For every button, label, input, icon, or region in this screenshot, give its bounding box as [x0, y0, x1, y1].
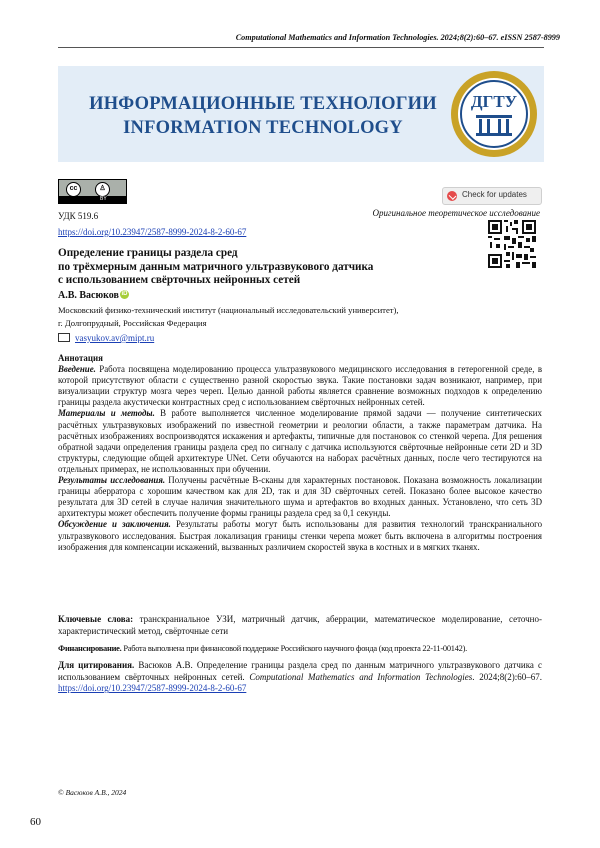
doi-link[interactable]: https://doi.org/10.23947/2587-8999-2024-8-2-60-67 [58, 227, 247, 237]
affiliation-line: г. Долгопрудный, Российская Федерация [58, 317, 207, 328]
funding-text: Работа выполнена при финансовой поддержке Российского научного фонда (код проекта 22-11-00142). [123, 644, 467, 653]
page-number: 60 [30, 816, 41, 828]
section-label: Обсуждение и заключения. [58, 519, 171, 530]
orcid-icon[interactable]: iD [121, 291, 128, 297]
citation [58, 660, 542, 695]
abstract-results [58, 475, 542, 519]
section-label: Материалы и методы. [58, 408, 155, 419]
section-text: Получены расчётные B-сканы для характерных постановок. Показана возможность локализации границы аберратора с хорошим качеством как для 2D, так и для 3D свёрточных сетей. Показано более высокое качество результата для 3D сетей в случае наличия значительного шума и артефактов во входных данных. Установлено, что сеть 3D архитектуры может обеспечить получение формы границы раздела сред за 0,1 секунды. [58, 475, 542, 519]
udk-code: УДК 519.6 [58, 211, 99, 221]
section-text: В работе выполняется численное моделирование прямой задачи — получение синтетических расчётных ультразвуковых изображений по известной геометрии и реологии области, а также параметрам датчика. На расчётных изображениях воспроизводятся искажения и артефакты, типичные для постановок со стенкой черепа. Для решения обратной задачи определения границы раздела сред по сигналу с датчика используются свёрточные нейронные сети 2D и 3D структуры, следующие общей архитектуре UNet. Сети обучаются на наборах расчётных данных, после чего тестируются на отдельных примерах, не использованных при обучении. [58, 408, 542, 474]
university-logo-icon [450, 70, 538, 158]
envelope-icon [58, 333, 70, 342]
svg-text:ДГТУ: ДГТУ [470, 92, 518, 111]
section-label: Введение. [58, 364, 96, 375]
abstract-methods [58, 408, 542, 475]
journal-header: Computational Mathematics and Information Technologies. 2024;8(2):60–67. eISSN 2587-8999 [235, 33, 560, 42]
keywords-text: транскраниальное УЗИ, матричный датчик, аберрации, математическое моделирование, сеточно-характеристический метод, свёрточные сети [58, 614, 542, 636]
article-type: Оригинальное теоретическое исследование [372, 208, 540, 218]
citation-text: Васюков А.В. Определение границы раздела сред по данным матричного ультразвукового датчика с использованием свёрточных нейронных сетей. [58, 660, 542, 682]
author-email-link[interactable]: vasyukov.av@mipt.ru [75, 333, 155, 343]
section-banner [58, 66, 544, 162]
person-icon: ♙ [95, 182, 110, 197]
citation-doi-link[interactable]: https://doi.org/10.23947/2587-8999-2024-8-2-60-67 [58, 683, 247, 694]
author [58, 290, 129, 301]
check-for-updates-button[interactable] [442, 187, 542, 205]
keywords [58, 614, 542, 637]
section-label: Результаты исследования. [58, 475, 166, 486]
title-line: Определение границы раздела сред [58, 247, 238, 259]
crossmark-icon [447, 191, 457, 201]
author-name: А.В. Васюков [58, 290, 119, 301]
section-title-ru: ИНФОРМАЦИОННЫЕ ТЕХНОЛОГИИ [89, 94, 437, 114]
abstract-discussion [58, 519, 542, 552]
section-text: Результаты работы могут быть использованы для развития технологий транскраниального ультразвукового исследования. Быстрая локализация границы стенки черепа может быть включена в алгоритмы построения изображения для компенсации искажений, вызванных различием скоростей звука в костных и в мягких тканях. [58, 519, 543, 552]
abstract-heading: Аннотация [58, 353, 103, 363]
citation-journal: Computational Mathematics and Information Technologies [249, 671, 473, 682]
abstract-introduction [58, 364, 542, 408]
section-text: Работа посвящена моделированию процесса ультразвукового медицинского исследования в гетерогенной среде, в которой присутствуют области с существенно разной скоростью звука. Такие постановки задач возникают, например, при визуализации структур мозга через череп. Целью данной работы является сравнение возможных подходов к определению границы раздела акустически контрастных сред с использованием свёрточных нейронных сетей. [58, 364, 543, 408]
funding-label: Финансирование. [58, 644, 122, 653]
section-title-en: INFORMATION TECHNOLOGY [123, 118, 403, 138]
check-for-updates-label: Check for updates [462, 190, 527, 199]
affiliation-line: Московский физико-технический институт (национальный исследовательский университет), [58, 305, 399, 315]
title-line: с использованием свёрточных нейронных сетей [58, 274, 301, 286]
abstract [58, 353, 542, 553]
citation-details: . 2024;8(2):60–67. [472, 671, 542, 682]
qr-code-icon[interactable] [488, 220, 536, 268]
by-label: BY [100, 196, 107, 202]
cc-icon: cc [66, 182, 81, 197]
copyright: © Васюков А.В., 2024 [58, 788, 127, 797]
header-divider [58, 47, 544, 48]
cc-by-license-badge[interactable] [58, 179, 127, 204]
citation-label: Для цитирования. [58, 660, 135, 670]
affiliation [58, 304, 538, 329]
keywords-label: Ключевые слова: [58, 614, 134, 624]
email-row [58, 333, 154, 343]
article-title [58, 247, 488, 288]
title-line: по трёхмерным данным матричного ультразвукового датчика [58, 260, 374, 273]
funding [58, 643, 548, 655]
